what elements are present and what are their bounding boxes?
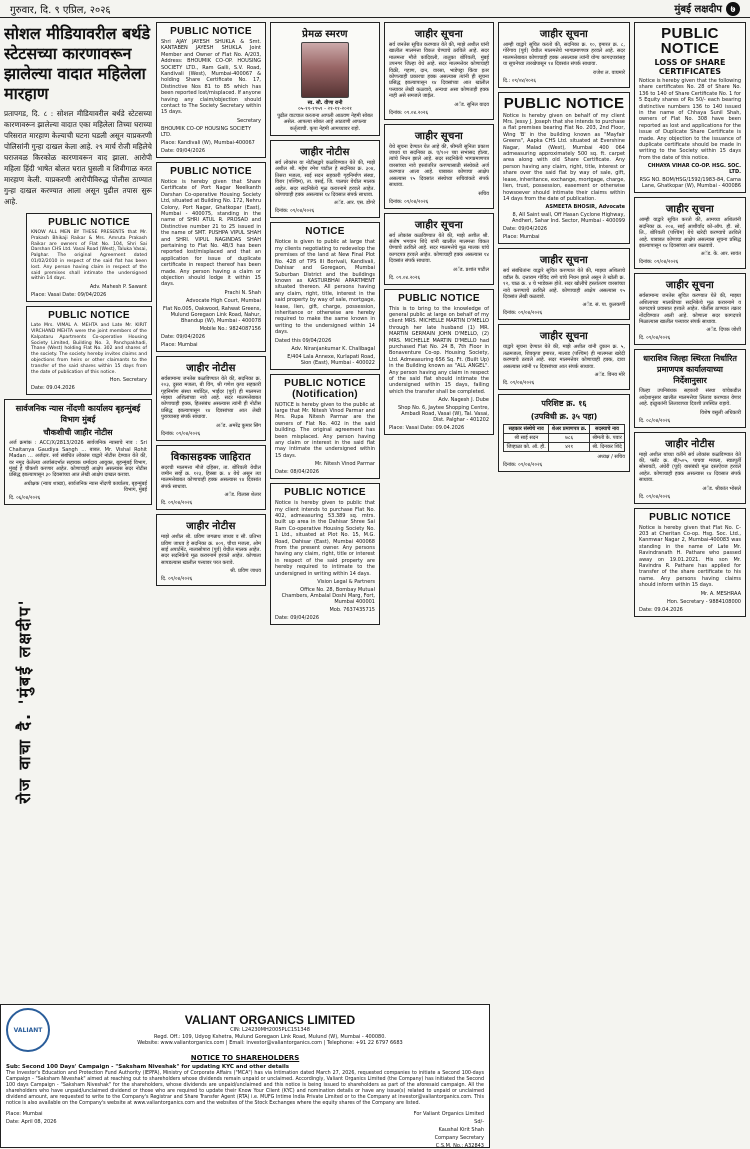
notice-jahir2 [270, 140, 380, 218]
notice-text: Late Mrs. VIMAL A. MEHTA and Late Mr. KIRIT VIRCHAND MEHTA were the joint members of the Kalpataru Apartments Co-operative Housing Society Limited, Building No. 3, Panchpakhadi, Thane (West) holding Flat No. 302 and shares of the society. The society hereby invites claims and objections from heirs or other claimants to the transfer of the said shares within 15 days from the date of publication of this notice. [31, 323, 147, 375]
notice-title: धाराशिव जिल्हा स्थिरता निर्धारित प्रमाणपत्र कार्यालयाच्या निर्देशानुसार [643, 354, 737, 386]
notice-text: आम्ही याद्वारे सूचित करतो की, सदनिका क्र. १०, इमारत क्र. ८, गोरेगाव (पूर्व) येथील मालमत्तेचे भागप्रमाणपत्र हरवले आहे. सदर मालमत्तेबाबत कोणाचाही हक्क असल्यास त्यांनी योग्य कागदपत्रांसह या सूचनेच्या तारखेपासून १४ दिवसांत संपर्क साधावा. [503, 42, 625, 68]
notice-sign: Prachi N. Shah [224, 289, 261, 296]
notice-court4 [634, 432, 746, 504]
notice-text: माझे अशील यांच्या वतीने सर्व लोकांस कळविण्यात येते की, फ्लॅट क्र. बी/५०५, पाचवा मजला, स्वप्नपूर्ती सोसायटी, अंधेरी (पूर्व) यासंबंधी मूळ दस्तऐवज हरवले आहेत. कोणाचाही हक्क असल्यास १४ दिवसात संपर्क साधावा. [639, 451, 741, 484]
notice-sign: विशेष वसुली अधिकारी [699, 409, 741, 416]
signatory-sd: Sd/- [474, 1119, 484, 1125]
notice-pn5 [270, 222, 380, 369]
notice-table [498, 394, 630, 472]
tribute-lines: पुढील वाटचाल करताना आपली आठवण नेहमी सोबत असेल. आपल्या सोबत आहे आठवणी आपल्या कर्तृत्वाची. कृपा नेहमी आमच्यावर राहो. [277, 112, 373, 132]
notice-date: दिनांक: ०९.०४.२०२६ [389, 109, 429, 116]
notice-text: Notice is hereby given that Flat No. C-203 at Cheritan Co-op. Hsg. Soc. Ltd., Kanmwar Nagar 2, Mumbai-400083 was standing in the name of Late Mr. Ravindranath H. Pathare who passed away on 19.01.2021. His son Mr. Ravindra R. Pathare has applied for transfer of the share certificate to his name. Any persons having claims should inform within 15 days. [639, 524, 741, 589]
notice-title: PUBLIC NOTICE [48, 217, 130, 228]
notice-date: दि.: ०९/०४/२०२६ [503, 77, 536, 84]
notice-pn8 [498, 92, 630, 245]
notice-date: दिनांक: ०९/०४/२०२६ [503, 310, 543, 317]
notice-date: Date: 09/04/2026 [275, 615, 320, 622]
notice-date: दि. ०९/०४/२०२६ [639, 335, 671, 342]
notice-sign: Mr. Nitesh Vinod Parmar [314, 461, 375, 468]
notice-title: परिशिष्ट क्र. १६ [541, 398, 587, 408]
table-cell: जिव्हाळा को. ऑ. हौ. [504, 442, 549, 451]
notice-auction [634, 349, 746, 427]
notice-date: Date: 09.04.2026 [31, 385, 75, 392]
notice-text: आम्ही याद्वारे सूचित करतो की, आमच्या अशिलांनी सदनिका क्र. २०४, साई आशीर्वाद को-ऑप. हौ. सो. लि., बोरिवली (पश्चिम) येथे खरेदी करण्याचे ठरविले आहे. याबाबत कोणाचा आक्षेप असल्यास सूचना प्रसिद्ध झाल्यापासून १४ दिवसांच्या आत कळवावे. [639, 217, 741, 249]
notice-sign: अॅड. विलास शेलार [224, 492, 261, 499]
notice-role: Advocate High Court, Mumbai [186, 297, 261, 304]
notice-sign: श्री. प्रविण जाधव [230, 568, 261, 575]
notice-text: KNOW ALL MEN BY THESE PRESENTS that Mr. Prakash Bhikaji Raikar & Mrs. Amruta Prakash Raikar are owners of Flat No. 104, Shri Sai Darshan CHS Ltd. Vasai Road (West), Taluka Vasai, Palghar. The original Agreement dated 01/02/2010 in respect of the said flat has been lost. Any person having claim in respect of the said premises shall intimate the undersigned within 14 days. [31, 230, 147, 282]
table-cell: श्री. दिनकर शिंदे [590, 442, 625, 451]
notice-ln1 [634, 508, 746, 617]
paper-name: मुंबई लक्षदीप ७ [674, 1, 740, 16]
notice-mobile: Mobile No.: 9824087156 [199, 325, 261, 332]
notice-sign: अॅड. दिपक जोशी [706, 327, 741, 334]
company-logo: VALIANT [6, 1008, 50, 1052]
notice-body: The Investor's Education and Protection Fund Authority (IEPFA), Ministry of Corporate Affairs ("MCA") has via Intimation dated March 27, 2026, requested companies to initiate a Second 100-days Campaign - "Saksham Niveshak" aimed at reaching out to shareholders whose dividends remain unpaid or unclaimed. Accordingly, Valiant Organics Limited (the Company) has initiated the Second 100 days Campaign - "Saksham Niveshak" for the shareholders, whose dividends are unpaid/unclaimed and this notice is being issued to shareholders as part of the aforesaid campaign. All the shareholders who have unpaid/unclaimed dividend or those who are required to update their Know Your Client (KYC) and nomination details or have any issue(s) related to unpaid or unclaimed dividend amount, are requested to write to the Company's Registrar and Share Transfer Agent (RTA) i.e. MUFG Intime India Private Limited or to the Company at investor@valiantorganics.com. This notice is also available on the Company's website at www.valiantorganics.com and the websites of the Stock Exchanges where the equity shares of the Company are listed. [6, 1071, 484, 1106]
notice-org: CHHAYA VIHAR CO-OP. HSG. SOC. LTD. [647, 163, 741, 176]
notice-mobile: Mob. 7637435715 [329, 607, 375, 614]
notice-text: Notice is hereby given that the following share certificates No. 28 of Share No. 136 to 140 of Share Certificate No. 1 for 5 Equity shares of Rs 50/- each bearing distinctive numbers 136 to 140 issued in the name of Chhaya Sunil Shah, owners of Flat No. 308 have been reported as lost and applications for the issue of Duplicate Share Certificate is made. Any objection to the issuance of duplicate certificate should be made in writing to the Society within 15 days from the date of this notice. [639, 78, 741, 161]
signatory-designation: Company Secretary [434, 1135, 484, 1141]
notice-title: विकासहक्क जाहिरात [171, 451, 251, 463]
notice-date: Date: 08/04/2026 [275, 469, 320, 476]
page-header [0, 0, 750, 18]
company-address: Regd. Off.: 109, Udyog Kshetra, Mulund Goregaon Link Road, Mulund (W), Mumbai - 400080. [154, 1033, 386, 1040]
notice-text: NOTICE is hereby given to the public at large that Mr. Nitesh Vinod Parmar and Mrs. Rupa Nitesh Parmar are the owners of Flat No. 402 in the said building. The original agreement has been misplaced. Any person having any claim or interest in the said flat may intimate the undersigned within 15 days. [275, 401, 375, 459]
table-header-row [504, 424, 625, 433]
notice-address: Flat No.005, Oakwood, Rahwat Greens, Mulund Goregaon Link Road, Nahur, Bhandup (W), Mumbai - 400078 [163, 305, 261, 324]
notice-sign: सचिव [478, 190, 489, 197]
notice-jahir6 [498, 248, 630, 320]
notice-place: Place: Mumbai [503, 234, 540, 241]
notice-sign: अॅड. सुनिल यादव [454, 101, 489, 108]
notice-title: PUBLIC NOTICE [170, 26, 252, 37]
deceased-dates: ०५-११-१९५९ - २१-११-२०२१ [298, 106, 352, 113]
column-4 [384, 22, 494, 1002]
notice-date: Date: 09.04.2026 [639, 606, 683, 613]
notice-court3 [156, 514, 266, 586]
notice-title: जाहीर नोटीस [300, 147, 350, 159]
shares-table [503, 424, 625, 452]
signatory-for: For Valiant Organics Limited [413, 1111, 484, 1117]
notice-pn3 [26, 306, 152, 395]
notice-pn10 [634, 22, 746, 193]
notice-title: जाहीर सूचना [539, 331, 589, 343]
notice-heading: NOTICE TO SHAREHOLDERS [190, 1054, 300, 1062]
notice-sign: Secretary [236, 117, 261, 124]
page-number: ७ [726, 2, 740, 16]
notice-subtitle: चौकशीची जाहीर नोटीस [43, 428, 113, 438]
notice-place: Place: Mumbai [161, 341, 198, 348]
notice-date: Date: 09/04/2026 [161, 333, 206, 340]
notice-date: Place: Vasai Date: 09.04.2026 [389, 425, 465, 432]
notice-date: Place: Vasai Date: 09/04/2026 [31, 292, 107, 299]
notice-text: याद्वारे सूचना देण्यात येते की, माझे अशील यांनी दुकान क्र. ५, तळमजला, शिवकृपा इमारत, मालाड (पश्चिम) ही मालमत्ता खरेदी करण्याचे ठरवले आहे. सदर मालमत्तेवर कोणाचाही हक्क, दावा असल्यास त्यांनी १४ दिवसांच्या आत संपर्क साधावा. [503, 344, 625, 370]
notice-title: जाहीर सूचना [539, 255, 589, 267]
notice-pn4 [26, 213, 152, 302]
notice-date: दि. ०८/०४/२०२६ [639, 417, 671, 424]
notice-subtitle: LOSS OF SHARE CERTIFICATES [654, 58, 726, 76]
notice-sign: Adv. Niranjankumar K. Chalibagal [291, 345, 375, 352]
notice-sign: राजेश ल. वाघमारे [593, 69, 625, 76]
notice-date: दि. ०९/०४/२०२६ [639, 493, 671, 500]
notice-jahir8 [384, 213, 494, 285]
notice-text: सर्व संबंधितांना याद्वारे सूचित करण्यात येते की, माझ्या अशिलाचे वडील कै. दत्ताराम गोविंद राणे यांचे निधन झाले असून ते खोली क्र. १२, चाळ क्र. ४ चे भाडेकरू होते. सदर खोलीचे हस्तांतरण वारसांच्या नावे करण्याचे ठरविले आहे. कोणाचाही आक्षेप असल्यास १५ दिवसांत लेखी कळवावे. [503, 268, 625, 300]
table-header: सहकार संस्थेचे नाव [504, 424, 549, 433]
notice-pn1 [156, 22, 266, 158]
notice-date: दिनांक: ०९/०४/२०२६ [639, 259, 679, 266]
table-cell: श्रीमती के. पवार [590, 433, 625, 442]
notice-title: जाहीर सूचना [539, 29, 589, 40]
notice-jahir3 [384, 22, 494, 120]
signatory-name: Kaushal Kirit Shah [438, 1127, 484, 1133]
notice-title: जाहीर सूचना [665, 204, 715, 216]
notice-sign: अॅड. के. आर. सावंत [700, 251, 741, 258]
table-header: शेअर प्रमाणपत्र क्र. [549, 424, 590, 433]
notice-title: PUBLIC NOTICE (Notification) [284, 377, 366, 400]
notice-sign: Adv. Nagesh J. Dube [438, 397, 489, 404]
notice-jahir10 [634, 273, 746, 345]
notice-pn9 [384, 289, 494, 436]
notice-date: दि. ०९/०४/२०२६ [503, 379, 535, 386]
notice-title: PUBLIC NOTICE [660, 25, 720, 57]
notice-text: अर्ज क्रमांक : ACC/X/2813/2026 सार्वजनिक न्यासाचे नाव : Sri Chaitanya Gaudiya Sangh ... बाबत. Mr. Vishal Rohit Madan ... अर्जदार. सर्व संबंधित लोकांस याद्वारे नोटीस देण्यात येते की, वर नमूद केलेल्या अर्जासंदर्भात सहायक धर्मादाय आयुक्त, बृहन्मुंबई विभाग, मुंबई हे चौकशी करणार आहेत. कोणाचाही आक्षेप असल्यास सदर नोटीस प्रसिद्ध झाल्यापासून ३० दिवसांच्या आत लेखी आक्षेप दाखल करावा. [9, 440, 147, 479]
notice-pn6 [270, 374, 380, 480]
story-body: प्रतापगड, दि. ८ : सोशल मीडियावरील बर्थडे स्टेटसच्या कारणावरून झालेल्या वादात एका महिलेला तिच्या घराच्या परिसरात मारहाण केल्याची घटना घडली असून याप्रकरणी पोलिसांनी गुन्हा दाखल केला आहे. २९ मार्च रोजी महिलेचे घराजवळ किरकोळ कारणावरून वाद झाला. आरोपी महिला हिंदी भाषेत बोलत घरात घुसली व शिवीगाळ करत मारहाण केली. याप्रकरणी आरोपीविरुद्ध पोलीस ठाण्यात गुन्हा दाखल करण्यात आला असून पुढील तपास सुरू आहे. [4, 109, 152, 206]
notice-date: दि. ०९/०४/२०२६ [161, 500, 193, 507]
notice-date: Date: 09/04/2026 [503, 226, 548, 233]
notice-date: दिनांक: ०९/०४/२०२६ [389, 198, 429, 205]
notice-date: Date: 09/04/2026 [161, 147, 206, 154]
notice-text: Notice is hereby given that Share Certificate of Port Nagar Neelkanth Darshan Co-operative Housing Society Ltd, situated at Building No. 172, Nehru Colony, Port Nagar, Ghatkopar (East), Mumbai - 400075, standing in the name of SHRI ATUL R. PROSAD and Distinctive number 21 to 25 issued in the name of SMT. PUSHPA VIPUL SHAH and SHRI. VIPUL NAGINDAS SHAH pertaining to Flat No. 4B/3 has been reported lost/misplaced and that an application for issue of duplicate certificate in respect thereof has been made. Any person having a claim or objection should lodge it within 15 days. [161, 178, 261, 288]
table-row [504, 433, 625, 442]
notice-jahir4 [384, 124, 494, 209]
notice-place: Place: Mumbai [6, 1111, 43, 1117]
notice-jahir7 [498, 324, 630, 390]
table-cell: श्री साई सदन [504, 433, 549, 442]
notice-date: दि. ०९.०४.२०२६ [389, 274, 421, 281]
notice-title: सार्वजनिक न्यास नोंदणी कार्यालय बृहन्मुंबई विभाग मुंबई [15, 404, 141, 425]
company-name: VALIANT ORGANICS LIMITED [184, 1013, 356, 1028]
notice-jahir5 [498, 22, 630, 88]
notice-sign: अॅड. श्रीकांत भोसले [702, 485, 741, 492]
notice-date: दि. ०६/०४/२०२६ [9, 494, 41, 501]
notice-sign: अॅड. आर. एस. डोंगरे [333, 200, 375, 207]
notice-text: सर्वसामान्य जनतेस सूचित करण्यात येते की, माझ्या अशिलाच्या मालकीच्या सदनिकेचे मूळ करारनामे व कागदपत्रे प्रवासात हरवले आहेत. पोलीस ठाण्यात तक्रार नोंदविण्यात आली आहे. कोणाला सदर कागदपत्रे मिळाल्यास खालील पत्त्यावर संपर्क साधावा. [639, 293, 741, 325]
notice-date: दिनांक: ०९/०४/२०२६ [161, 430, 201, 437]
company-cin: CIN: L24230MH2005PLC151348 [230, 1027, 310, 1034]
notice-sign: अध्यक्ष / सचिव [597, 453, 625, 460]
notice-subtitle: (उपविधी क्र. ३५ पहा) [530, 411, 598, 421]
notice-title: जाहीर नोटीस [665, 438, 715, 450]
notice-sign: अॅड. अमरेंद्र कुमार सिंग [216, 422, 261, 429]
notice-text: सदरची मालमत्ता मौजे दहिसर, ता. बोरिवली येथील जमीन सर्व्हे क्र. १२३, हिस्सा क्र. ४ येथे असून त्या मालमत्तेबाबत कोणाचाही हक्क असल्यास १४ दिवसांत संपर्क साधावा. [161, 464, 261, 490]
deceased-name: स्व. सौ. वीणा रानी [307, 100, 343, 106]
notice-org: BHOUMIK CO-OP HOUSING SOCIETY LTD. [161, 125, 252, 138]
notice-title: PUBLIC NOTICE [170, 165, 252, 177]
notice-text: Notice is hereby given to public that my client intends to purchase Flat No. 402, admeasuring 53.389 sq. mtrs. built up area in the Dahisar Shree Sai Ram Co-operative Housing Society No. 1 Ltd., situated at Plot No. 15, M.G. Road, Dahisar (East), Mumbai 400068 from the present owner. Any persons having any claim, right, title or interest in respect of the said property are hereby required to intimate to the undersigned in writing within 14 days. [275, 500, 375, 577]
notice-text: सर्व जनतेस सूचित करण्यात येते की, माझे अशील यांनी खालील मालमत्ता विकत घेण्याचे ठरविले आहे. सदर मालमत्ता मौजे कांदिवली, तालुका बोरिवली, मुंबई उपनगर जिल्हा येथे आहे. सदर मालमत्तेवर कोणाचाही विक्री, गहाण, दान, वारसा, भाडेपट्टा किंवा इतर कोणत्याही प्रकारचा हक्क असल्यास त्यांनी ही सूचना प्रसिद्ध झाल्यापासून १४ दिवसांच्या आत खालील पत्त्यावर लेखी कळवावे, अन्यथा असा कोणताही हक्क नाही असे समजले जाईल. [389, 42, 489, 100]
notice-title: प्रेमळ स्मरण [302, 29, 348, 40]
notice-title: PUBLIC NOTICE [48, 310, 130, 322]
notice-title: जाहीर सूचना [414, 219, 464, 231]
notice-address: 8, All Saint wall, Off Hasan Cyclone Highway, Andheri, Sahar Ind. Sector, Mumbai - 400099 [511, 212, 625, 225]
notice-sign: ASMEETA BHOSIR, Advocate [545, 204, 625, 211]
notice-sign: Hon. Secretary [109, 377, 147, 384]
column-2 [156, 22, 266, 1002]
notice-title: PUBLIC NOTICE [284, 487, 366, 499]
table-cell: ४२१ [549, 442, 590, 451]
notice-title: PUBLIC NOTICE [503, 94, 625, 112]
notice-sign: अधीक्षक (न्याय शाखा), सार्वजनिक न्यास नोंदणी कार्यालय, बृहन्मुंबई विभाग, मुंबई [23, 480, 147, 493]
notice-date: Dated this 09/04/2026 [275, 337, 332, 344]
table-row [504, 442, 625, 451]
portrait-photo [301, 42, 349, 98]
table-header: सदस्याचे नाव [590, 424, 625, 433]
vertical-banner: रोज वाचा दै. 'मुंबई लक्षदीप' [15, 598, 34, 804]
notice-title: जाहीर नोटीस [186, 521, 236, 533]
notice-title: जाहीर नोटीस [186, 362, 236, 374]
notice-place: Place: Kandivali (W), Mumbai-400067 [161, 139, 255, 146]
column-3 [270, 22, 380, 1002]
notice-pn7 [270, 483, 380, 625]
notice-text: सर्वसामान्य जनतेस कळविण्यात येते की, सदनिका क्र. २०३, दुसरा मजला, बी विंग, श्री गणेश कृपा सहकारी गृहनिर्माण संस्था मर्यादित, भाईंदर (पूर्व) ही मालमत्ता माझ्या अशिलांच्या नावे आहे. सदर मालमत्तेबाबत कोणाचाही हक्क, हितसंबंध असल्यास त्यांनी ही नोटीस प्रसिद्ध झाल्यापासून १४ दिवसांच्या आत लेखी पुराव्यासह संपर्क साधावा. [161, 375, 261, 421]
notice-title: NOTICE [305, 226, 345, 238]
notice-jahir9 [634, 197, 746, 269]
notice-court2 [156, 445, 266, 511]
notice-title: PUBLIC NOTICE [398, 292, 480, 304]
issue-date: गुरुवार, दि. ९ एप्रिल, २०२६ [10, 4, 111, 16]
notice-role: Hon. Secretary - 9884108000 [666, 598, 741, 605]
notice-court [4, 399, 152, 504]
valiant-organics-ad [0, 1004, 490, 1148]
company-contact: Website: www.valiantorganics.com | Email: investor@valiantorganics.com | Telephone: +91 22 6797 6683 [137, 1040, 403, 1047]
notice-date: दि. ०९/०४/२०२६ [161, 576, 193, 583]
notice-title: जाहीर सूचना [665, 280, 715, 292]
notice-text: Notice is hereby given on behalf of my client Mrs. Jessy J. Joseph that she intends to purchase a flat premises bearing Flat No. 203, 2nd Floor, Wing 'B' in the building known as "Mayfair Greens", Aapka CHS Ltd. situated at Evershine Nagar, Malad (West), Mumbai 400 064 admeasuring approximately 500 sq. ft. carpet area along with old Share Certificate. Any person having any claim, right, title, interest or share over the said flat by way of sale, gift, lease, inheritance, exchange, mortgage, charge, lien, trust, possession, easement or otherwise howsoever should intimate their claims within 14 days from the date of publication. [503, 112, 625, 202]
table-cell: ७८६ [549, 433, 590, 442]
notice-sign: अॅड. सं. पा. कुलकर्णी [582, 302, 625, 309]
notice-date: दिनांक: ०९/०४/२०२६ [275, 208, 315, 215]
notice-text: सर्व लोकांस कळविण्यात येते की, माझे अशील श्री. संतोष भगवान शिंदे यांनी खालील मालमत्ता विकत घेण्याचे ठरविले आहे. सदर मालमत्तेचे मूळ मालक यांचे कागदपत्र हरवले आहेत. कोणाचाही हक्क असल्यास १४ दिवसांत संपर्क साधावा. [389, 232, 489, 265]
notice-text: जिल्हा उपनिबंधक सहकारी संस्था यांचेकडील आदेशानुसार खालील मालमत्तेचा लिलाव करण्यात येणार आहे. इच्छुकांनी लिलावाच्या दिवशी उपस्थित राहावे. [639, 388, 741, 408]
notice-jahir1 [156, 356, 266, 441]
notice-pn2 [156, 162, 266, 352]
notice-premal-smarana [270, 22, 380, 136]
notice-sign: Vision Legal & Partners [317, 579, 375, 586]
notice-title: PUBLIC NOTICE [649, 511, 731, 523]
notice-sign: अॅड. प्रशांत पाटील [453, 266, 489, 273]
notice-sign: Adv. Mahesh P. Sawant [89, 284, 147, 291]
notice-date: दिनांक: ०९/०४/२०२६ [503, 461, 543, 468]
signatory-membership: C.S.M. No.: A32843 [435, 1143, 484, 1149]
notice-text: येथे सूचना देण्यात येत आहे की, श्रीमती सुनिता प्रकाश जाधव या सदनिका क्र. ए/१०२ च्या सभासद होत्या, त्यांचे निधन झाले आहे. सदर सदनिकेचे भागप्रमाणपत्र वारसांच्या नावे हस्तांतरित करण्यासाठी संस्थेकडे अर्ज करण्यात आला आहे. याबाबत कोणाचा आक्षेप असल्यास १५ दिवसांत संस्थेच्या सचिवांकडे संपर्क साधावा. [389, 143, 489, 189]
column-6 [634, 22, 746, 1142]
notice-title: जाहीर सूचना [414, 29, 464, 40]
notice-sign: अॅड. विनय मोरे [594, 371, 625, 378]
notice-address: Shop No. 6, Jaytee Shopping Centre, Ambadi Road, Vasai (W), Tal. Vasai, Dist. Palghar - 401202 [398, 405, 489, 424]
column-5 [498, 22, 630, 1142]
notice-title: जाहीर सूचना [414, 130, 464, 142]
notice-subject: Sub: Second 100 Days' Campaign - "Saksham Niveshak" for updating KYC and other details [6, 1064, 290, 1070]
notice-text: Shri AJAY JAYESH SHUKLA & Smt. KANTABEN JAYESH SHUKLA Joint Member and Owner of Flat No. A/203, Address: BHOUMIK CO-OP. HOUSING SOCIETY LTD., Ram Galli, S.V. Road, Kandivali (West), Mumbai-400067 & holding Share Certificate No. 17, Distinctive Nos 81 to 85 which has been reported lost/misplaced. If anyone having any claim/objection should contact to The Society Secretary within 15 days. [161, 39, 261, 116]
notice-text: सर्व लोकांस या नोटीसद्वारे कळविण्यात येते की, माझे अशील श्री. महेश रमेश पाटील हे सदनिका क्र. ३०४, तिसरा मजला, साई सदन सहकारी गृहनिर्माण संस्था, विरार (पश्चिम), ता. वसई, जि. पालघर येथील मालक आहेत. सदर सदनिकेचे मूळ करारनामे हरवले आहेत. कोणाचाही हक्क असल्यास १४ दिवसात संपर्क साधावा. [275, 160, 375, 199]
notice-sign: Mr. A. MESHRAA [700, 590, 741, 597]
notice-address: Office No. 28, Bombay Mutual Chambers, Ambalal Doshi Marg, Fort, Mumbai 400001 [281, 587, 375, 606]
notice-text: Notice is given to public at large that my clients negotiating to redevelop the premises of the land at New Final Plot No. 428 of TPS III Borivali, Kandivali, Dahisar and Goregaon, Mumbai Suburban District and the buildings known as KASTURBHAI APARTMENT situated thereon. All persons having any claim, right, title, interest in the said property by way of sale, mortgage, lease, lien, gift, charge, possession, inheritance or otherwise are hereby required to make the same known in writing to the undersigned within 14 days. [275, 239, 375, 336]
notice-text: माझे अशील श्री. प्रविण जगन्नाथ जाधव व सौ. प्रतिभा प्रविण जाधव हे सदनिका क्र. ४०१, चौथा मजला, ओम साई अपार्टमेंट, नालासोपारा (पूर्व) येथील मालक आहेत. सदर सदनिकेचे मूळ करारनामे हरवले आहेत. कोणाला सापडल्यास खालील पत्त्यावर परत करावे. [161, 534, 261, 566]
story-headline: सोशल मीडियावरील बर्थडे स्टेटसच्या कारणावरून झालेल्या वादात महिलेला मारहाण [4, 24, 151, 103]
notice-date: Date: April 08, 2026 [6, 1119, 57, 1125]
notice-address: RSG NO. BOM/HSG/1592/1983-84, Cama Lane, Ghatkopar (W), Mumbai - 400086 [639, 177, 741, 190]
notice-text: This is to bring to the knowledge of general public at large on behalf of my client MRS. MICHELLE MARTIN D'MELLO through her late husband (1) MR. MARTIN GERMAIN JOHN D'MELLO, (2) MRS. MICHELLE MARTIN D'MELLO had purchased Flat No. 24 B, 7th Floor in Bonaventure Co-op. Housing Society, Ltd. Admeasuring 656 Sq. Ft. (Built Up) in the Building known as "ALL ANGEL". Any person having any claim in respect of the said flat should intimate the undersigned within 15 days, failing which the transfer shall be completed. [389, 305, 489, 395]
notice-address: E/404 Lala Annexe, Kurlapati Road, Sion (East), Mumbai - 400022 [287, 353, 375, 366]
